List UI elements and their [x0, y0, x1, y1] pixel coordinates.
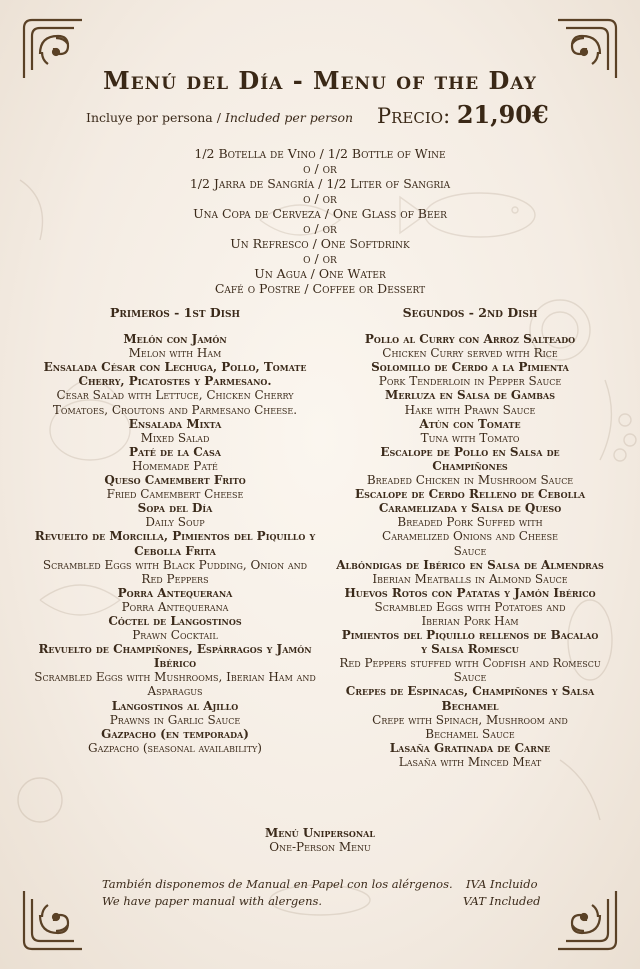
dish-name-en: Lasaña with Minced Meat	[398, 754, 542, 769]
unipersonal-es: Menú Unipersonal	[264, 826, 376, 840]
drink-line: Un Refresco / One Softdrink	[230, 236, 410, 251]
dish-name-en: Prawn Cocktail	[132, 628, 218, 643]
dish-item	[328, 741, 612, 769]
segundos-heading: Segundos - 2nd Dish	[402, 305, 538, 320]
allergens-note	[102, 876, 453, 910]
dish-name-es: Langostinos al Ajillo	[111, 698, 239, 713]
drink-line: 1/2 Jarra de Sangría / 1/2 Liter of Sangria	[189, 176, 451, 191]
unipersonal-en: One-Person Menu	[269, 840, 371, 854]
dish-name-en: Homemade Paté	[132, 458, 218, 473]
dish-name-en: Scrambled Eggs with Potatoes and Iberian Pork Ham	[374, 599, 566, 628]
dish-name-es: Pollo al Curry con Arroz Salteado	[364, 332, 576, 347]
dish-name-es: Queso Camembert Frito	[104, 473, 246, 488]
dish-item	[32, 529, 318, 585]
primeros-column	[32, 306, 318, 755]
dish-name-es: Merluza en Salsa de Gambas	[385, 388, 555, 403]
dish-item	[328, 586, 612, 628]
dish-name-en: Gazpacho (seasonal availability)	[88, 740, 262, 755]
dish-item	[32, 501, 318, 529]
vat-es: IVA Incluido	[466, 877, 538, 891]
dish-name-es: Porra Antequerana	[117, 585, 233, 600]
dish-item	[32, 727, 318, 755]
dish-name-en: Melon with Ham	[128, 346, 222, 361]
dish-item	[328, 684, 612, 740]
price-value: 21,90€	[456, 100, 549, 129]
drink-line: o / or	[303, 251, 337, 266]
dish-item	[32, 699, 318, 727]
dish-name-en: Breaded Chicken in Mushroom Sauce	[366, 473, 574, 488]
included-per-person	[86, 110, 353, 125]
price	[377, 100, 549, 129]
drinks-list	[0, 146, 640, 296]
dish-name-es: Huevos Rotos con Patatas y Jamón Ibérico	[344, 585, 596, 600]
dish-item	[328, 628, 612, 684]
dish-name-en: Chicken Curry served with Rice	[382, 346, 558, 361]
allergens-es: También disponemos de Manual en Papel con los alérgenos.	[102, 877, 453, 891]
dish-item	[328, 487, 612, 557]
dish-name-es: Lasaña Gratinada de Carne	[389, 740, 551, 755]
drink-line: o / or	[303, 191, 337, 206]
allergens-en: We have paper manual with alergens.	[102, 894, 323, 908]
dish-item	[328, 558, 612, 586]
dish-name-es: Escalope de Pollo en Salsa de Champiñones	[380, 444, 560, 473]
dish-name-es: Albóndigas de Ibérico en Salsa de Almendras	[336, 557, 604, 572]
dish-name-en: Scrambled Eggs with Mushrooms, Iberian Ham and Asparagus	[34, 670, 316, 699]
dish-item	[328, 360, 612, 388]
page-title: Menú del Día - Menu of the Day	[103, 66, 537, 95]
drink-line: o / or	[303, 221, 337, 236]
dish-name-en: Breaded Pork Suffed with Caramelized Onions and Cheese Sauce	[382, 515, 558, 558]
vat-en: VAT Included	[463, 894, 541, 908]
dish-item	[32, 473, 318, 501]
vat-note	[463, 876, 541, 910]
included-en: Included per person	[224, 110, 354, 125]
corner-ornament-icon	[18, 885, 88, 955]
dish-name-es: Escalope de Cerdo Relleno de Cebolla Caramelizada y Salsa de Queso	[354, 487, 586, 516]
dish-item	[328, 445, 612, 487]
dish-name-es: Gazpacho (en temporada)	[101, 726, 249, 741]
dish-item	[32, 614, 318, 642]
dish-name-es: Atún con Tomate	[419, 416, 521, 431]
dish-name-es: Cóctel de Langostinos	[108, 613, 242, 628]
dish-name-en: Pork Tenderloin in Pepper Sauce	[378, 374, 562, 389]
dish-name-es: Paté de la Casa	[129, 444, 221, 459]
dish-name-en: Crepe with Spinach, Mushroom and Bechamel Sauce	[372, 712, 568, 741]
dish-item	[32, 417, 318, 445]
segundos-column	[328, 306, 612, 769]
dish-name-en: Scrambled Eggs with Black Pudding, Onion and Red Peppers	[42, 557, 308, 586]
drink-line: Una Copa de Cerveza / One Glass of Beer	[193, 206, 447, 221]
dish-item	[32, 360, 318, 416]
dish-name-es: Revuelto de Morcilla, Pimientos del Piquillo y Cebolla Frita	[34, 529, 316, 558]
dish-name-en: Mixed Salad	[140, 430, 210, 445]
primeros-heading: Primeros - 1st Dish	[110, 305, 240, 320]
dish-name-en: Red Peppers stuffed with Codfish and Romescu Sauce	[339, 656, 601, 685]
dish-name-es: Crepes de Espinacas, Champiñones y Salsa Bechamel	[345, 684, 595, 713]
dish-name-es: Melón con Jamón	[123, 332, 227, 347]
unipersonal-menu	[0, 826, 640, 854]
included-es: Incluye por persona	[86, 110, 213, 125]
included-separator: /	[212, 110, 225, 125]
dish-name-en: Tuna with Tomato	[420, 430, 520, 445]
price-label: Precio:	[377, 104, 451, 128]
dish-name-en: Prawns in Garlic Sauce	[109, 712, 241, 727]
dish-item	[328, 332, 612, 360]
dish-item	[328, 388, 612, 416]
dish-name-es: Revuelto de Champiñones, Espárragos y Jamón Ibérico	[38, 642, 312, 671]
dish-item	[32, 586, 318, 614]
dish-name-en: Iberian Meatballs in Almond Sauce	[372, 571, 568, 586]
drink-line: o / or	[303, 161, 337, 176]
drink-line: Café o Postre / Coffee or Dessert	[214, 281, 426, 296]
dish-item	[328, 417, 612, 445]
dish-item	[32, 642, 318, 698]
drink-line: Un Agua / One Water	[254, 266, 386, 281]
drink-line: 1/2 Botella de Vino / 1/2 Bottle of Wine	[194, 146, 446, 161]
dish-name-en: Porra Antequerana	[121, 599, 229, 614]
dish-name-es: Pimientos del Piquillo rellenos de Bacalao y Salsa Romescu	[341, 628, 599, 657]
dish-name-es: Solomillo de Cerdo a la Pimienta	[371, 360, 569, 375]
dish-name-en: Daily Soup	[145, 515, 205, 530]
dish-name-en: Hake with Prawn Sauce	[404, 402, 536, 417]
dish-name-en: Fried Camembert Cheese	[106, 487, 244, 502]
corner-ornament-icon	[552, 885, 622, 955]
dish-item	[32, 445, 318, 473]
dish-name-es: Ensalada Mixta	[128, 416, 222, 431]
dish-name-es: Sopa del Día	[137, 501, 213, 516]
dish-name-en: Cesar Salad with Lettuce, Chicken Cherry Tomatoes, Croutons and Parmesano Cheese.	[52, 388, 298, 417]
dish-item	[32, 332, 318, 360]
dish-name-es: Ensalada César con Lechuga, Pollo, Tomate Cherry, Picatostes y Parmesano.	[43, 360, 307, 389]
